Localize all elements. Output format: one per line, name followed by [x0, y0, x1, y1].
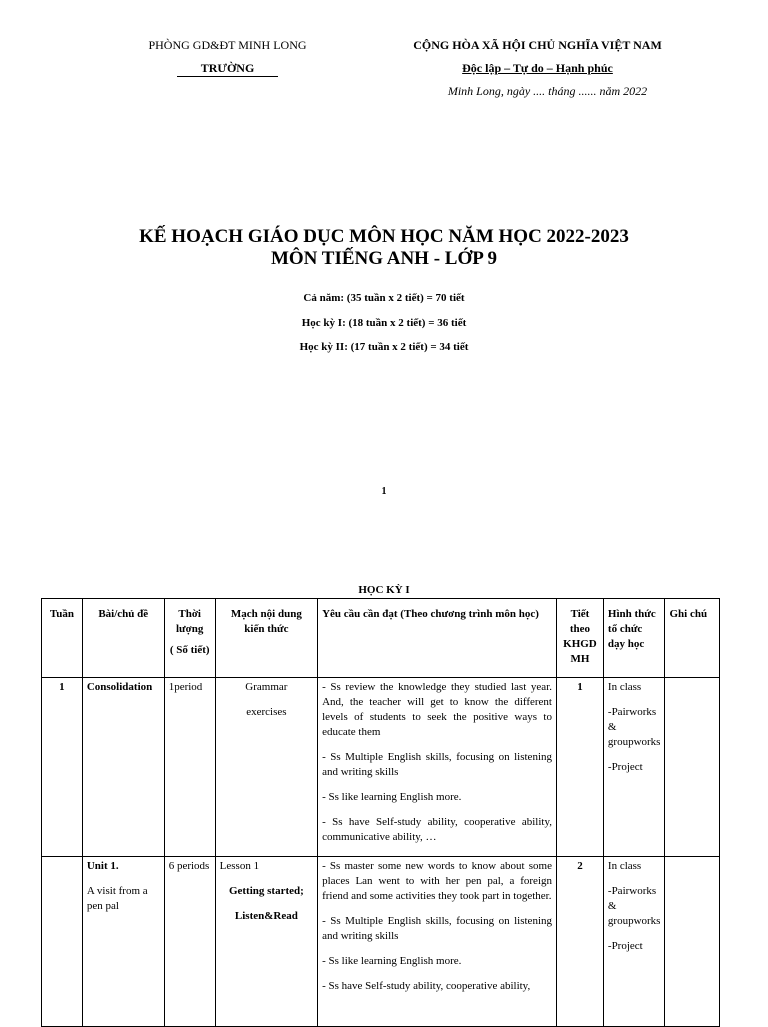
header-duration-unit: ( Số tiết) — [169, 644, 210, 656]
row1-form — [603, 678, 665, 857]
document-subtitle: MÔN TIẾNG ANH - LỚP 9 — [270, 248, 498, 269]
row1-form-2: -Pairworks & groupworks — [607, 706, 661, 748]
row2-content-listen-read: Listen&Read — [234, 910, 298, 922]
row1-topic: Consolidation — [82, 678, 164, 857]
row1-requirements — [318, 678, 557, 857]
school-name — [120, 61, 335, 76]
row2-req-4: - Ss have Self-study ability, cooperative ability, — [322, 980, 531, 992]
row2-form-3: -Project — [607, 940, 643, 952]
summary-year: Cả năm: (35 tuần x 2 tiết) = 70 tiết — [303, 292, 465, 304]
department-name: PHÒNG GD&ĐT MINH LONG — [148, 38, 307, 52]
row2-form-2: -Pairworks & groupworks — [607, 885, 661, 927]
header-duration — [164, 599, 215, 678]
row1-duration: 1period — [164, 678, 215, 857]
row1-form-1: In class — [607, 681, 642, 693]
row2-topic-unit: Unit 1. — [86, 860, 119, 872]
row2-content-lesson: Lesson 1 — [219, 860, 260, 872]
row1-note — [665, 678, 720, 857]
row1-req-1: - Ss review the knowledge they studied last year. And, the teacher will get to know the different levels of students to seek the positive ways to educate them — [322, 681, 552, 738]
header-period: Tiết theo KHGD MH — [557, 599, 604, 678]
row2-period: 2 — [557, 857, 604, 1027]
row2-content — [215, 857, 317, 1027]
header-topic: Bài/chủ đề — [82, 599, 164, 678]
table-row — [42, 678, 720, 857]
row2-duration: 6 periods — [164, 857, 215, 1027]
document-title: KẾ HOẠCH GIÁO DỤC MÔN HỌC NĂM HỌC 2022-2023 — [139, 226, 629, 247]
row2-topic-title: A visit from a pen pal — [86, 885, 148, 912]
row2-req-1: - Ss master some new words to know about some places Lan went to with her pen pal, a foreign friend and some activities they took part in together. — [322, 860, 552, 902]
lesson-plan-table — [41, 598, 720, 1027]
table-row — [42, 857, 720, 1027]
row2-req-2: - Ss Multiple English skills, focusing on listening and writing skills — [322, 915, 552, 942]
summary-term1: Học kỳ I: (18 tuần x 2 tiết) = 36 tiết — [301, 317, 467, 329]
header-requirements: Yêu cầu cần đạt (Theo chương trình môn học) — [318, 599, 557, 678]
header-content: Mạch nội dung kiến thức — [215, 599, 317, 678]
table-header-row — [42, 599, 720, 678]
motto — [395, 61, 680, 76]
header-duration-label: Thời lượng — [175, 608, 204, 635]
school-label: TRƯỜNG — [200, 61, 255, 75]
row1-content — [215, 678, 317, 857]
row2-note — [665, 857, 720, 1027]
row1-req-2: - Ss Multiple English skills, focusing on listening and writing skills — [322, 751, 552, 778]
date-line: Minh Long, ngày .... tháng ...... năm 2022 — [447, 84, 648, 98]
row2-form-1: In class — [607, 860, 642, 872]
school-underline — [177, 76, 278, 77]
header-form: Hình thức tổ chức dạy học — [603, 599, 665, 678]
motto-text: Độc lập – Tự do – Hạnh phúc — [462, 61, 613, 75]
row1-period: 1 — [557, 678, 604, 857]
row1-req-3: - Ss like learning English more. — [322, 791, 462, 803]
row2-week — [42, 857, 83, 1027]
row2-requirements — [318, 857, 557, 1027]
row2-content-getting-started: Getting started; — [228, 885, 304, 897]
page-number: 1 — [381, 486, 387, 497]
republic-name: CỘNG HÒA XÃ HỘI CHỦ NGHĨA VIỆT NAM — [413, 38, 662, 52]
row1-form-3: -Project — [607, 761, 643, 773]
semester-heading: HỌC KỲ I — [358, 584, 410, 596]
header-note: Ghi chú — [665, 599, 720, 678]
row1-content-line2: exercises — [246, 706, 287, 718]
summary-term2: Học kỳ II: (17 tuần x 2 tiết) = 34 tiết — [299, 341, 469, 353]
header-week: Tuần — [42, 599, 83, 678]
row1-req-4: - Ss have Self-study ability, cooperative ability, communicative ability, … — [322, 816, 552, 843]
row1-week: 1 — [42, 678, 83, 857]
row2-req-3: - Ss like learning English more. — [322, 955, 462, 967]
row1-content-line1: Grammar — [245, 681, 288, 693]
row2-topic — [82, 857, 164, 1027]
row2-form — [603, 857, 665, 1027]
